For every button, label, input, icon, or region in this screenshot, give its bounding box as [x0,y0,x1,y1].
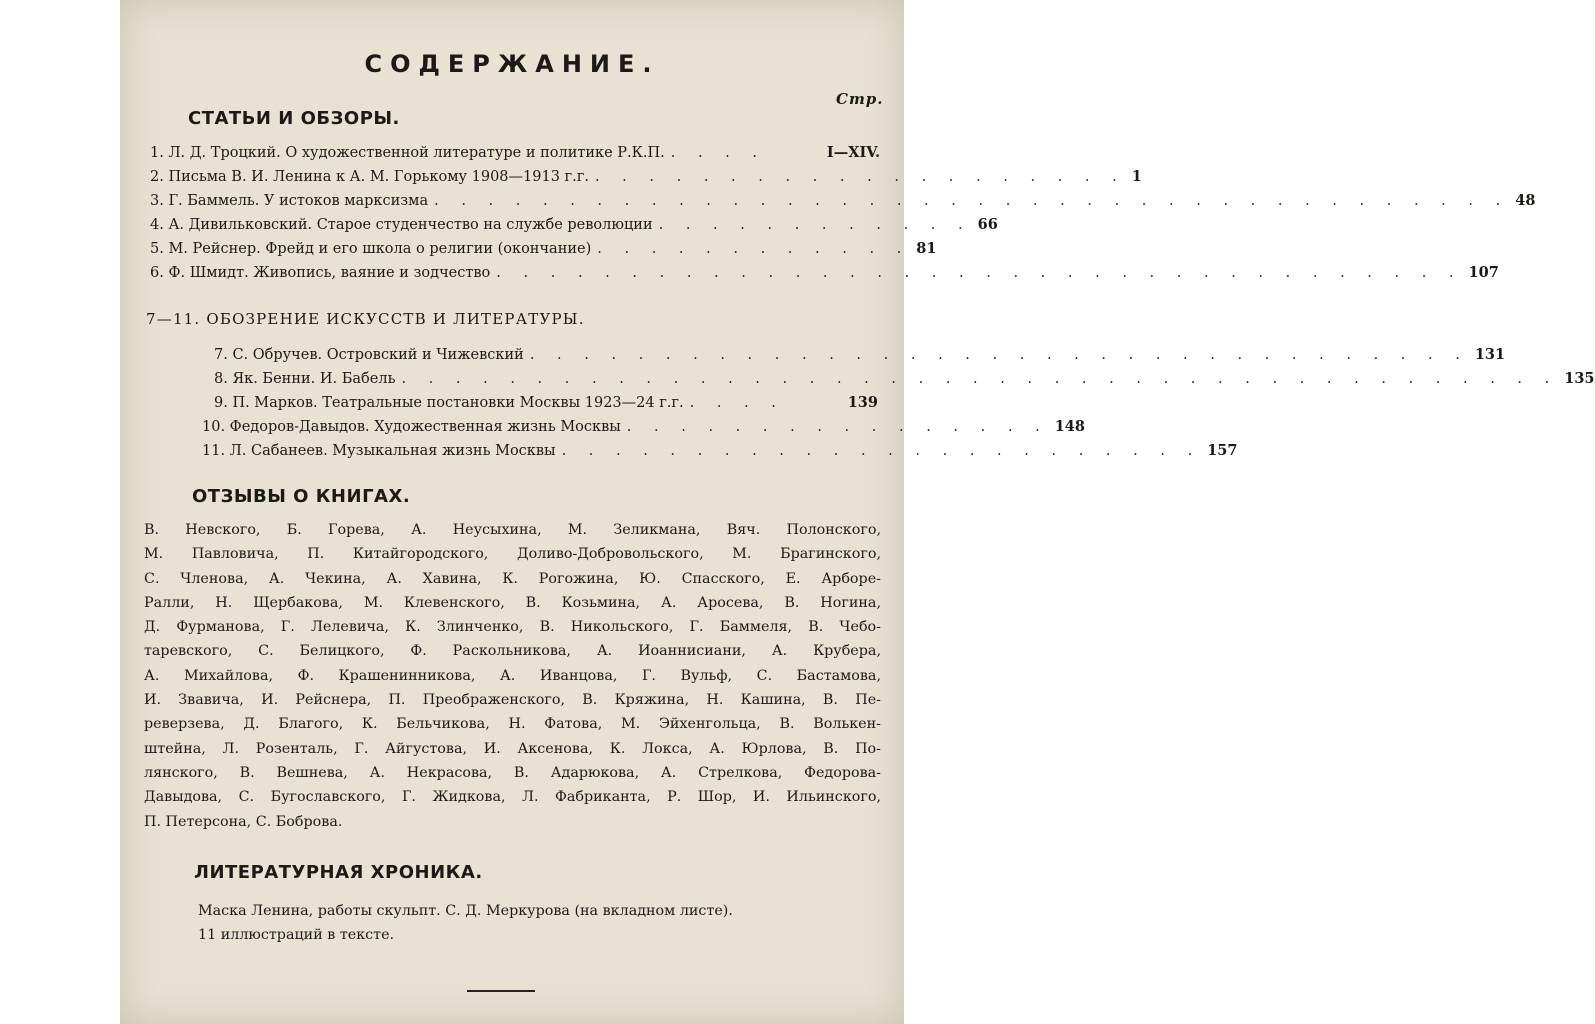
toc-entry-text: 10. Федоров-Давыдов. Художественная жизнь Москвы [202,419,621,435]
text-line: Ралли, Н. Щербакова, М. Клевенского, В. Козьмина, А. Аросева, В. Ногина, [144,594,881,611]
toc-entry-text: 2. Письма В. И. Ленина к А. М. Горькому 1908—1913 г.г. [150,169,589,185]
toc-entry-text: 8. Як. Бенни. И. Бабель [214,371,396,387]
toc-entry [202,418,1085,440]
section-heading-chronicle: ЛИТЕРАТУРНАЯ ХРОНИКА. [194,862,483,883]
toc-entry-text: 11. Л. Сабанеев. Музыкальная жизнь Москвы [202,443,556,459]
toc-entry [150,216,998,238]
closing-rule [467,990,535,992]
book-reviews-authors [144,518,881,834]
leader-dots: . . . . [689,395,785,411]
toc-entry [150,168,1142,190]
toc-entry-text: 3. Г. Баммель. У истоков марксизма [150,193,429,209]
toc-entry-page: 107 [1468,264,1499,281]
toc-entry [150,192,1536,214]
toc-entry-page: 148 [1054,418,1085,435]
text-line: М. Павловича, П. Китайгородского, Доливо-Добровольского, М. Брагинского, [144,546,881,563]
toc-entry [150,240,937,262]
text-line: П. Петерсона, С. Боброва. [144,813,343,830]
toc-entry-page: 48 [1515,192,1536,209]
toc-entry [150,264,1499,286]
leader-dots: . . . . . . . . . . . . . . . . . . . . . . . . . . . . . . . . . . . . . . . . [434,193,1510,209]
toc-entry-text: 1. Л. Д. Троцкий. О художественной литературе и политике Р.К.П. [150,145,665,161]
text-line: И. Звавича, И. Рейснера, П. Преображенского, В. Кряжина, Н. Кашина, В. Пе- [144,692,881,709]
toc-entry-text: 6. Ф. Шмидт. Живопись, ваяние и зодчество [150,265,491,281]
leader-dots: . . . . . . . . . . . . . . . . . . . . . . . . . . . . . . . . . . . . . . . . . . . [401,371,1559,387]
leader-dots: . . . . . . . . . . . . [597,241,911,257]
text-line: Давыдова, С. Бугославского, Г. Жидкова, Л. Фабриканта, Р. Шор, И. Ильинского, [144,789,881,806]
toc-entry-page: 131 [1474,346,1506,363]
leader-dots: . . . . [670,145,767,161]
leader-dots: . . . . . . . . . . . . . . . . . . . . . . . . [561,443,1202,459]
page-title: СОДЕРЖАНИЕ. [364,50,660,78]
section-heading-book-reviews: ОТЗЫВЫ О КНИГАХ. [192,486,411,507]
toc-entry [150,144,880,166]
toc-entry-page: 157 [1207,442,1238,459]
toc-entry [202,442,1238,464]
page-column-label: Стр. [836,90,884,108]
chronicle-line: 11 иллюстраций в тексте. [198,927,395,943]
leader-dots: . . . . . . . . . . . . [658,217,972,233]
text-line: А. Михайлова, Ф. Крашенинникова, А. Иванцова, Г. Вульф, С. Бастамова, [144,667,881,684]
chronicle-line: Маска Ленина, работы скульпт. С. Д. Меркурова (на вкладном листе). [198,903,733,919]
section-heading-review: 7—11. ОБОЗРЕНИЕ ИСКУССТВ И ЛИТЕРАТУРЫ. [146,310,585,328]
text-line: лянского, В. Вешнева, А. Некрасова, В. Адарюкова, А. Стрелкова, Федорова- [144,764,881,781]
text-line: штейна, Л. Розенталь, Г. Айгустова, И. Аксенова, К. Локса, А. Юрлова, В. По- [144,740,881,757]
toc-entry-text: 9. П. Марков. Театральные постановки Москвы 1923—24 г.г. [214,395,684,411]
text-line: реверзева, Д. Благого, К. Бельчикова, Н. Фатова, М. Эйхенгольца, В. Волькен- [144,716,881,733]
text-line: таревского, С. Белицкого, Ф. Раскольникова, А. Иоаннисиани, А. Крубера, [144,643,881,660]
toc-entry [214,394,878,416]
toc-entry-page: 135 [1564,370,1595,387]
text-line: В. Невского, Б. Горева, А. Неусыхина, М. Зеликмана, Вяч. Полонского, [144,522,881,538]
text-line: С. Членова, А. Чекина, А. Хавина, К. Рогожина, Ю. Спасского, Е. Арборе- [144,570,881,587]
toc-entry-text: 4. А. Дивильковский. Старое студенчество на службе революции [150,217,653,233]
toc-entry-page: 66 [977,216,998,233]
leader-dots: . . . . . . . . . . . . . . . . . . . . [594,169,1126,185]
leader-dots: . . . . . . . . . . . . . . . . . . . . . . . . . . . . . . . . . . . . [496,265,1463,281]
toc-entry-page: 1 [1131,168,1142,185]
section-heading-articles: СТАТЬИ И ОБЗОРЫ. [188,108,400,129]
leader-dots: . . . . . . . . . . . . . . . . . . . . . . . . . . . . . . . . . . . [529,347,1469,363]
toc-entry-text: 5. М. Рейснер. Фрейд и его школа о религии (окончание) [150,241,592,257]
toc-entry [214,346,1506,368]
toc-entry-page: 139 [847,394,878,411]
text-line: Д. Фурманова, Г. Лелевича, К. Злинченко, В. Никольского, Г. Баммеля, В. Чебо- [144,619,881,636]
toc-entry-page: 81 [916,240,937,257]
toc-entry [214,370,1595,392]
toc-entry-page: I—XIV. [826,144,880,161]
leader-dots: . . . . . . . . . . . . . . . . [626,419,1049,435]
toc-entry-text: 7. С. Обручев. Островский и Чижевский [214,347,524,363]
